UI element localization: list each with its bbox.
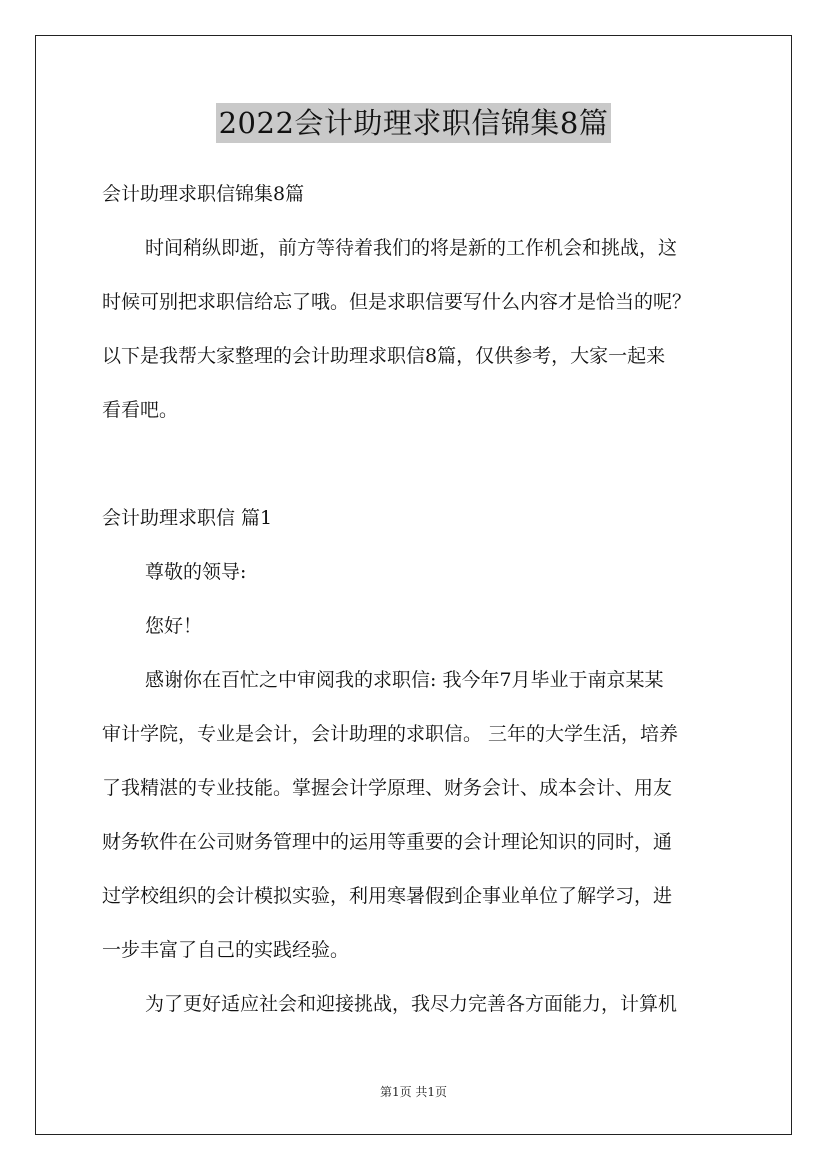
body-line: 感谢你在百忙之中审阅我的求职信: 我今年7月毕业于南京某某 <box>145 669 664 691</box>
document-title: 2022会计助理求职信锦集8篇 <box>216 103 612 143</box>
intro-line: 时间稍纵即逝，前方等待着我们的将是新的工作机会和挑战，这 <box>145 237 678 259</box>
document-subtitle: 会计助理求职信锦集8篇 <box>102 183 305 205</box>
title-container <box>0 103 827 143</box>
body-line: 过学校组织的会计模拟实验，利用寒暑假到企事业单位了解学习，进 <box>102 885 673 907</box>
body-line: 为了更好适应社会和迎接挑战，我尽力完善各方面能力，计算机 <box>145 993 678 1015</box>
body-line: 了我精湛的专业技能。掌握会计学原理、财务会计、成本会计、用友 <box>102 777 673 799</box>
intro-line: 时候可别把求职信给忘了哦。但是求职信要写什么内容才是恰当的呢？ <box>102 291 692 313</box>
intro-line: 以下是我帮大家整理的会计助理求职信8篇，仅供参考，大家一起来 <box>102 345 666 367</box>
body-line: 审计学院，专业是会计，会计助理的求职信。 三年的大学生活，培养 <box>102 723 679 745</box>
letter-salutation: 尊敬的领导: <box>145 561 247 583</box>
body-line: 一步丰富了自己的实践经验。 <box>102 939 350 961</box>
section-heading: 会计助理求职信 篇1 <box>102 507 273 529</box>
page-footer: 第1页 共1页 <box>379 1085 448 1099</box>
letter-greeting: 您好！ <box>145 615 203 637</box>
intro-line: 看看吧。 <box>102 399 179 421</box>
body-line: 财务软件在公司财务管理中的运用等重要的会计理论知识的同时，通 <box>102 831 673 853</box>
